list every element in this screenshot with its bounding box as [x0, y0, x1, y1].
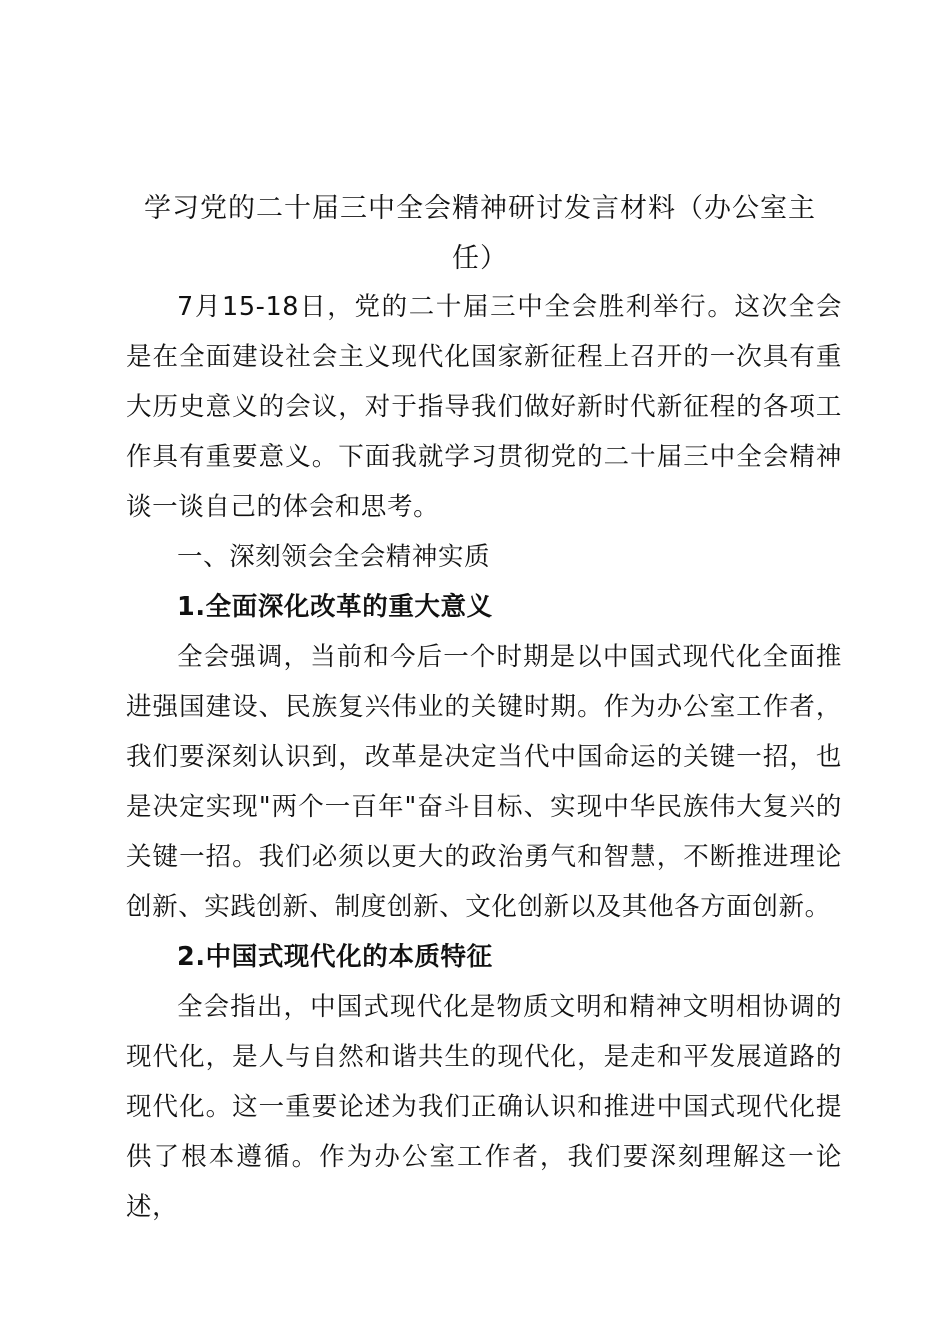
intro-paragraph: 7月15-18日，党的二十届三中全会胜利举行。这次全会是在全面建设社会主义现代化国家新征程上召开的一次具有重大历史意义的会议，对于指导我们做好新时代新征程的各项工作具有重要意义。下面我就学习贯彻党的二十届三中全会精神谈一谈自己的体会和思考。: [126, 292, 842, 522]
document-title: 学习党的二十届三中全会精神研讨发言材料（办公室主任）: [144, 193, 816, 274]
subsection-heading-2: 2.中国式现代化的本质特征: [177, 942, 493, 972]
subsection-paragraph-2: 全会指出，中国式现代化是物质文明和精神文明相协调的现代化，是人与自然和谐共生的现代化，是走和平发展道路的现代化。这一重要论述为我们正确认识和推进中国式现代化提供了根本遵循。作为办公室工作者，我们要深刻理解这一论述，: [126, 992, 842, 1222]
subsection-paragraph-1: 全会强调，当前和今后一个时期是以中国式现代化全面推进强国建设、民族复兴伟业的关键时期。作为办公室工作者，我们要深刻认识到，改革是决定当代中国命运的关键一招，也是决定实现"两个一百年"奋斗目标、实现中华民族伟大复兴的关键一招。我们必须以更大的政治勇气和智慧，不断推进理论创新、实践创新、制度创新、文化创新以及其他各方面创新。: [126, 642, 842, 922]
subsection-heading-1: 1.全面深化改革的重大意义: [177, 592, 493, 622]
section-heading-1: 一、深刻领会全会精神实质: [177, 542, 491, 572]
document-body: [126, 282, 842, 1232]
